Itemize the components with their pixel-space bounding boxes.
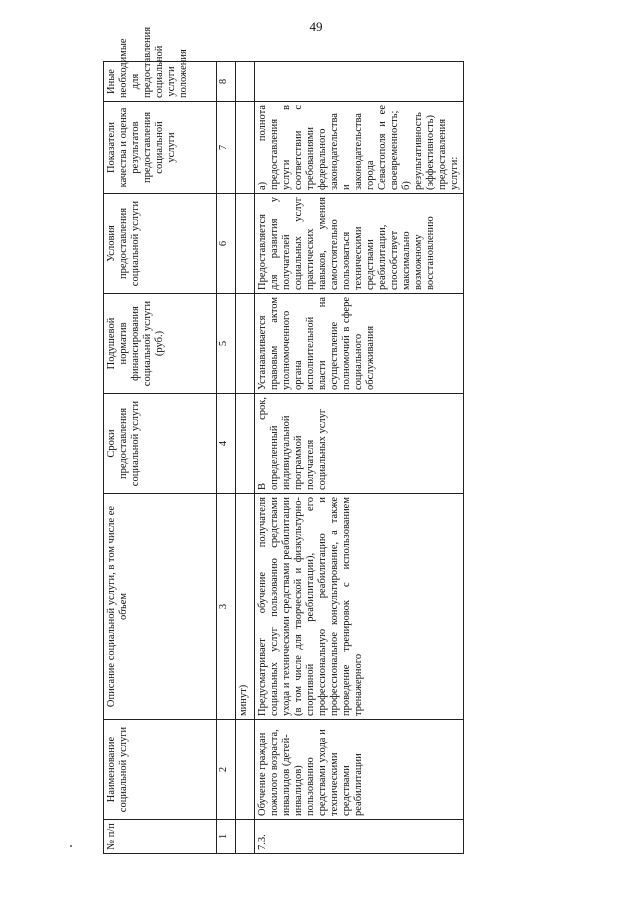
service-conditions: Предоставляется для развития у получателей социальных услуг практических навыков, умения самостоятельно пользоваться техническими средствами реабилитации, способствует максимально возможному восстановлению xyxy=(255,194,464,294)
column-number-row xyxy=(217,62,236,854)
service-description: Предусматривает обучение получателя социальных услуг пользованию средствами ухода и техническими средствами реабилитации (в том числе для творческой и физкультурно-спортивной реабилитации), его профессиональную реабилитацию и профессиональное консультирование, а также проведение тренировок с использованием тренажерного xyxy=(255,494,464,720)
header-cell-num: № п/п xyxy=(104,820,217,854)
row-number: 7.3. xyxy=(255,820,464,854)
column-number: 1 xyxy=(217,820,236,854)
continuation-row xyxy=(236,62,255,854)
service-name: Обучение граждан пожилого возраста, инвалидов (детей-инвалидов) пользованию средствами ухода и техническими средствами реабилитации xyxy=(255,720,464,820)
column-number: 5 xyxy=(217,294,236,394)
service-norm: Устанавливается правовым актом уполномоченного органа исполнительной власти на осуществление полномочий в сфере социального обслуживания xyxy=(255,294,464,394)
continuation-text: минут) xyxy=(236,494,255,720)
table-row xyxy=(255,62,464,854)
scan-speck xyxy=(70,845,72,847)
column-number: 4 xyxy=(217,394,236,494)
service-other xyxy=(255,62,464,102)
column-number: 7 xyxy=(217,102,236,194)
service-quality: а) полнота предоставления услуги в соответствии с требованиями федерального законодательства и законодательства города Севастополя и ее своевременность; б) результативность (эффективность) предоставления услуги: xyxy=(255,102,464,194)
header-cell-name: Наименование социальной услуги xyxy=(104,720,217,820)
header-cell-conditions: Условия предоставления социальной услуги xyxy=(104,194,217,294)
header-cell-terms: Сроки предоставления социальной услуги xyxy=(104,394,217,494)
column-number: 8 xyxy=(217,62,236,102)
header-cell-description: Описание социальной услуги, в том числе ее объем xyxy=(104,494,217,720)
page-number: 49 xyxy=(309,19,323,34)
service-terms: В срок, определенный индивидуальной программой получателя социальных услуг xyxy=(255,394,464,494)
column-number: 6 xyxy=(217,194,236,294)
header-cell-quality: Показатели качества и оценка результатов предоставления социальной услуги xyxy=(104,102,217,194)
column-number: 2 xyxy=(217,720,236,820)
header-cell-other: Иные необходимые для предоставления социальной услуги положения xyxy=(104,62,217,102)
header-cell-norm: Подушевой норматив финансирования социальной услуги (руб.) xyxy=(104,294,217,394)
column-number: 3 xyxy=(217,494,236,720)
header-row xyxy=(104,62,217,854)
